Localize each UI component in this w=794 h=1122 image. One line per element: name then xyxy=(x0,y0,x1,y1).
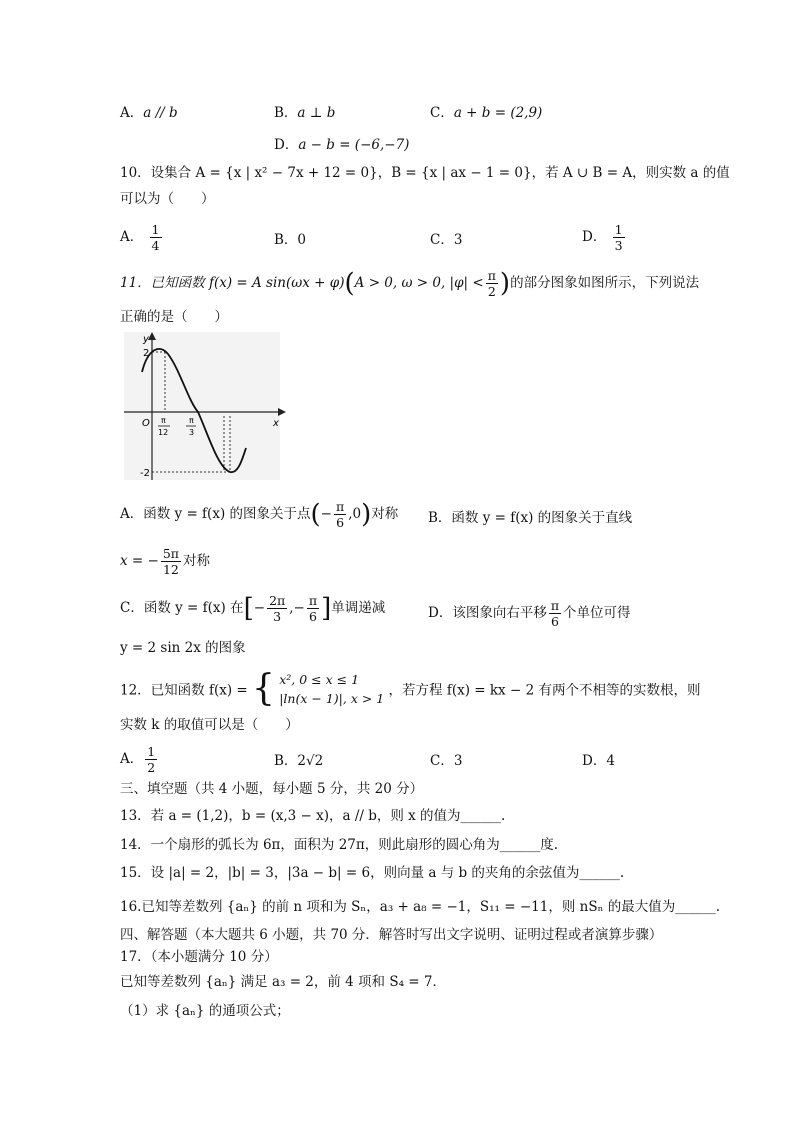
q9-c-label: C． xyxy=(430,105,454,121)
max-label: 2 xyxy=(143,348,150,359)
q10-stem: 10．设集合 A = {x | x² − 7x + 12 = 0}，B = {x | ax − 1 = 0}，若 A ∪ B = A，则实数 a 的值 xyxy=(120,165,730,181)
q17-heading: 17．（本小题满分 10 分） xyxy=(120,949,278,965)
q11-graph xyxy=(118,330,288,482)
q12-stem-line2: 实数 k 的取值可以是（ ） xyxy=(120,717,299,733)
q12-option-b: B．2√2 xyxy=(274,753,324,769)
q10-a-fraction: $\frac{1}{4}$ xyxy=(151,222,160,253)
q9-option-c xyxy=(430,101,542,121)
q9-option-d xyxy=(274,133,409,153)
q12-option-d: D．4 xyxy=(582,753,615,769)
q14-stem: 14．一个扇形的弧长为 6π，面积为 27π，则此扇形的圆心角为______度. xyxy=(120,837,559,853)
q9-d-label: D． xyxy=(274,137,299,153)
q12-option-c: C．3 xyxy=(430,753,463,769)
min-label: -2 xyxy=(140,468,150,479)
q10-a-label: A． xyxy=(120,229,144,245)
q11-option-d: D．该图象向右平移 $\frac{\pi}{6}$ 个单位可得 xyxy=(428,598,631,629)
tick1-den: 12 xyxy=(158,428,169,437)
q11-option-c: C．函数 y = f(x) 在[− $\frac{2\pi}{3}$ ,− $\frac{\pi}{6}$ ]单调递减 xyxy=(120,593,386,624)
q9-a-text: a // b xyxy=(143,105,178,121)
tick2-den: 3 xyxy=(189,428,195,437)
q9-option-a xyxy=(120,101,178,121)
q9-c-text: a + b = (2,9) xyxy=(453,105,543,121)
q10-option-c: C．3 xyxy=(430,232,463,248)
q11-stem-line2: 正确的是（ ） xyxy=(120,309,228,325)
q10-option-b: B．0 xyxy=(274,232,307,248)
tick2-num: π xyxy=(189,416,194,425)
q12-stem: 12．已知函数 f(x) = { x², 0 ≤ x ≤ 1 |ln(x − 1)|, x > 1 ，若方程 f(x) = kx − 2 有两个不相等的实数根，则 xyxy=(120,668,701,709)
q10-d-fraction: $\frac{1}{3}$ xyxy=(614,222,623,253)
section-3-heading: 三、填空题（共 4 小题，每小题 5 分，共 20 分） xyxy=(120,781,424,797)
q11-option-a: A．函数 y = f(x) 的图象关于点(− $\frac{\pi}{6}$ ,0)对称 xyxy=(120,499,399,530)
origin-label: O xyxy=(142,418,150,429)
q11-option-b-cont: x = − $\frac{5\pi}{12}$ 对称 xyxy=(120,546,210,577)
q11-stem: 11．已知函数 f(x) = A sin(ωx + φ)(A > 0, ω > 0, |φ| < $\frac{\pi}{2}$ )的部分图象如图所示，下列说法 xyxy=(120,268,700,299)
q10-stem-line2: 可以为（ ） xyxy=(120,191,215,207)
q16-stem: 16.已知等差数列 {aₙ} 的前 n 项和为 Sₙ，a₃ + a₈ = −1，S₁₁ = −11，则 nSₙ 的最大值为______. xyxy=(120,899,720,915)
section-4-heading: 四、解答题（本大题共 6 小题，共 70 分．解答时写出文字说明、证明过程或者演算步骤） xyxy=(120,927,663,943)
y-label: y xyxy=(143,334,149,345)
q11-option-b: B．函数 y = f(x) 的图象关于直线 xyxy=(428,510,633,526)
q12-option-a: A． $\frac{1}{2}$ xyxy=(120,744,156,775)
q9-d-text: a − b = (−6,−7) xyxy=(298,137,410,153)
q13-stem: 13．若 a = (1,2)，b = (x,3 − x)，a // b，则 x 的值为______. xyxy=(120,808,506,824)
q10-option-d: D． $\frac{1}{3}$ xyxy=(582,222,623,253)
q9-a-label: A． xyxy=(120,105,144,121)
q9-option-b xyxy=(274,101,335,121)
q9-b-text: a ⊥ b xyxy=(297,105,336,121)
q17-stem: 已知等差数列 {aₙ} 满足 a₃ = 2，前 4 项和 S₄ = 7． xyxy=(120,974,446,990)
q15-stem: 15．设 |a| = 2，|b| = 3，|3a − b| = 6，则向量 a 与 b 的夹角的余弦值为______. xyxy=(120,865,625,881)
q11-option-d-cont: y = 2 sin 2x 的图象 xyxy=(120,640,246,656)
q12-piecewise: x², 0 ≤ x ≤ 1 |ln(x − 1)|, x > 1 xyxy=(279,671,385,706)
q17-part1: （1）求 {aₙ} 的通项公式； xyxy=(120,1003,290,1019)
x-axis-arrow xyxy=(278,408,286,416)
tick1-num: π xyxy=(161,416,166,425)
x-label: x xyxy=(273,418,279,429)
q9-b-label: B． xyxy=(274,105,298,121)
q10-option-a xyxy=(120,222,164,253)
